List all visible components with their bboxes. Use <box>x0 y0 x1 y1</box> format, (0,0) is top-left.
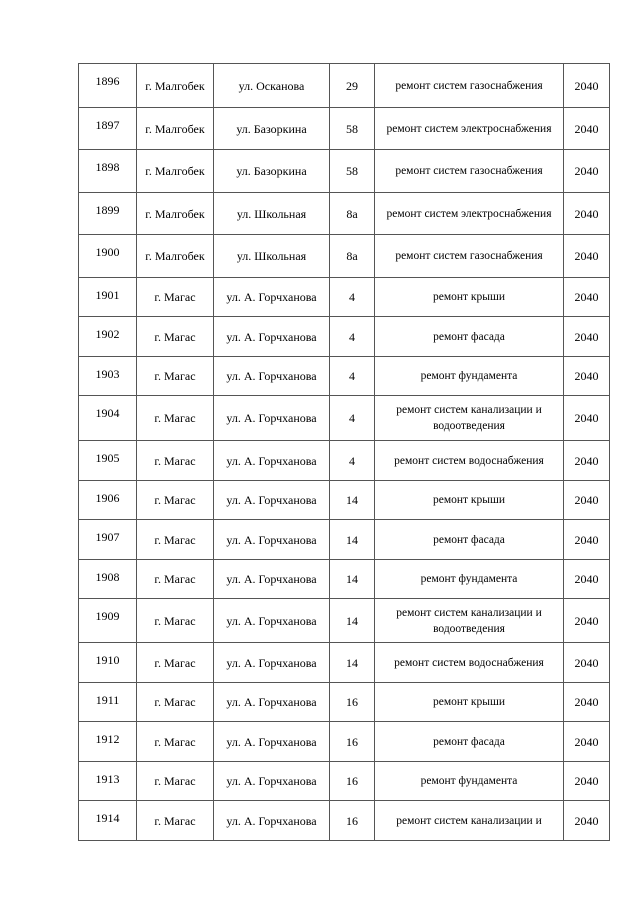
table-row <box>79 722 610 762</box>
house-cell: 58 <box>330 150 375 193</box>
street-cell: ул. А. Горчханова <box>214 481 330 520</box>
table-row <box>79 396 610 441</box>
city-cell: г. Малгобек <box>137 108 214 150</box>
work-type-cell: ремонт систем газоснабжения <box>375 64 564 108</box>
city-cell: г. Магас <box>137 643 214 683</box>
row-number: 1901 <box>79 278 137 317</box>
year-cell: 2040 <box>564 683 610 722</box>
year-cell: 2040 <box>564 317 610 357</box>
row-number: 1896 <box>79 64 137 108</box>
row-number: 1905 <box>79 441 137 481</box>
work-type-cell: ремонт систем газоснабжения <box>375 235 564 278</box>
year-cell: 2040 <box>564 150 610 193</box>
street-cell: ул. Школьная <box>214 235 330 278</box>
table-row <box>79 278 610 317</box>
year-cell: 2040 <box>564 396 610 441</box>
street-cell: ул. А. Горчханова <box>214 396 330 441</box>
city-cell: г. Магас <box>137 317 214 357</box>
table-row <box>79 235 610 278</box>
table-row <box>79 317 610 357</box>
house-cell: 8а <box>330 235 375 278</box>
year-cell: 2040 <box>564 560 610 599</box>
street-cell: ул. Школьная <box>214 193 330 235</box>
work-type-cell: ремонт фундамента <box>375 357 564 396</box>
street-cell: ул. А. Горчханова <box>214 801 330 841</box>
work-type-cell: ремонт фасада <box>375 722 564 762</box>
city-cell: г. Магас <box>137 481 214 520</box>
table-row <box>79 64 610 108</box>
row-number: 1902 <box>79 317 137 357</box>
street-cell: ул. А. Горчханова <box>214 278 330 317</box>
city-cell: г. Малгобек <box>137 193 214 235</box>
house-cell: 4 <box>330 396 375 441</box>
city-cell: г. Малгобек <box>137 64 214 108</box>
year-cell: 2040 <box>564 64 610 108</box>
work-type-cell: ремонт систем канализации и водоотведения <box>375 396 564 441</box>
year-cell: 2040 <box>564 520 610 560</box>
register-table <box>78 63 610 841</box>
row-number: 1914 <box>79 801 137 841</box>
street-cell: ул. А. Горчханова <box>214 520 330 560</box>
work-type-cell: ремонт фасада <box>375 520 564 560</box>
house-cell: 14 <box>330 643 375 683</box>
table-row <box>79 599 610 643</box>
year-cell: 2040 <box>564 108 610 150</box>
work-type-cell: ремонт систем газоснабжения <box>375 150 564 193</box>
street-cell: ул. Осканова <box>214 64 330 108</box>
row-number: 1912 <box>79 722 137 762</box>
city-cell: г. Магас <box>137 396 214 441</box>
city-cell: г. Магас <box>137 441 214 481</box>
house-cell: 4 <box>330 317 375 357</box>
work-type-cell: ремонт систем водоснабжения <box>375 643 564 683</box>
city-cell: г. Магас <box>137 357 214 396</box>
row-number: 1910 <box>79 643 137 683</box>
row-number: 1906 <box>79 481 137 520</box>
street-cell: ул. Базоркина <box>214 150 330 193</box>
year-cell: 2040 <box>564 599 610 643</box>
work-type-cell: ремонт крыши <box>375 481 564 520</box>
year-cell: 2040 <box>564 441 610 481</box>
table-row <box>79 481 610 520</box>
house-cell: 16 <box>330 722 375 762</box>
street-cell: ул. Базоркина <box>214 108 330 150</box>
year-cell: 2040 <box>564 643 610 683</box>
work-type-cell: ремонт фундамента <box>375 762 564 801</box>
work-type-cell: ремонт фасада <box>375 317 564 357</box>
house-cell: 16 <box>330 683 375 722</box>
city-cell: г. Магас <box>137 722 214 762</box>
house-cell: 4 <box>330 357 375 396</box>
city-cell: г. Магас <box>137 801 214 841</box>
table-row <box>79 193 610 235</box>
table-row <box>79 643 610 683</box>
street-cell: ул. А. Горчханова <box>214 317 330 357</box>
year-cell: 2040 <box>564 235 610 278</box>
city-cell: г. Магас <box>137 683 214 722</box>
row-number: 1899 <box>79 193 137 235</box>
work-type-cell: ремонт систем канализации и водоотведения <box>375 599 564 643</box>
house-cell: 14 <box>330 520 375 560</box>
row-number: 1904 <box>79 396 137 441</box>
house-cell: 8а <box>330 193 375 235</box>
street-cell: ул. А. Горчханова <box>214 762 330 801</box>
street-cell: ул. А. Горчханова <box>214 560 330 599</box>
house-cell: 14 <box>330 599 375 643</box>
street-cell: ул. А. Горчханова <box>214 643 330 683</box>
row-number: 1911 <box>79 683 137 722</box>
house-cell: 16 <box>330 762 375 801</box>
city-cell: г. Магас <box>137 520 214 560</box>
table-row <box>79 560 610 599</box>
street-cell: ул. А. Горчханова <box>214 357 330 396</box>
house-cell: 58 <box>330 108 375 150</box>
work-type-cell: ремонт систем электроснабжения <box>375 193 564 235</box>
house-cell: 16 <box>330 801 375 841</box>
work-type-cell: ремонт фундамента <box>375 560 564 599</box>
table-row <box>79 801 610 841</box>
table-row <box>79 520 610 560</box>
row-number: 1909 <box>79 599 137 643</box>
table-row <box>79 108 610 150</box>
year-cell: 2040 <box>564 722 610 762</box>
row-number: 1907 <box>79 520 137 560</box>
table-row <box>79 150 610 193</box>
year-cell: 2040 <box>564 193 610 235</box>
work-type-cell: ремонт крыши <box>375 683 564 722</box>
city-cell: г. Магас <box>137 762 214 801</box>
work-type-cell: ремонт крыши <box>375 278 564 317</box>
row-number: 1897 <box>79 108 137 150</box>
house-cell: 14 <box>330 560 375 599</box>
row-number: 1913 <box>79 762 137 801</box>
house-cell: 14 <box>330 481 375 520</box>
year-cell: 2040 <box>564 357 610 396</box>
table-row <box>79 762 610 801</box>
street-cell: ул. А. Горчханова <box>214 599 330 643</box>
house-cell: 4 <box>330 278 375 317</box>
city-cell: г. Малгобек <box>137 150 214 193</box>
house-cell: 4 <box>330 441 375 481</box>
year-cell: 2040 <box>564 762 610 801</box>
year-cell: 2040 <box>564 278 610 317</box>
work-type-cell: ремонт систем канализации и <box>375 801 564 841</box>
city-cell: г. Магас <box>137 278 214 317</box>
work-type-cell: ремонт систем электроснабжения <box>375 108 564 150</box>
city-cell: г. Магас <box>137 599 214 643</box>
street-cell: ул. А. Горчханова <box>214 441 330 481</box>
register-table-body <box>79 64 610 841</box>
street-cell: ул. А. Горчханова <box>214 683 330 722</box>
house-cell: 29 <box>330 64 375 108</box>
work-type-cell: ремонт систем водоснабжения <box>375 441 564 481</box>
year-cell: 2040 <box>564 801 610 841</box>
table-row <box>79 441 610 481</box>
row-number: 1903 <box>79 357 137 396</box>
city-cell: г. Малгобек <box>137 235 214 278</box>
year-cell: 2040 <box>564 481 610 520</box>
table-row <box>79 683 610 722</box>
table-row <box>79 357 610 396</box>
city-cell: г. Магас <box>137 560 214 599</box>
row-number: 1908 <box>79 560 137 599</box>
row-number: 1898 <box>79 150 137 193</box>
row-number: 1900 <box>79 235 137 278</box>
street-cell: ул. А. Горчханова <box>214 722 330 762</box>
